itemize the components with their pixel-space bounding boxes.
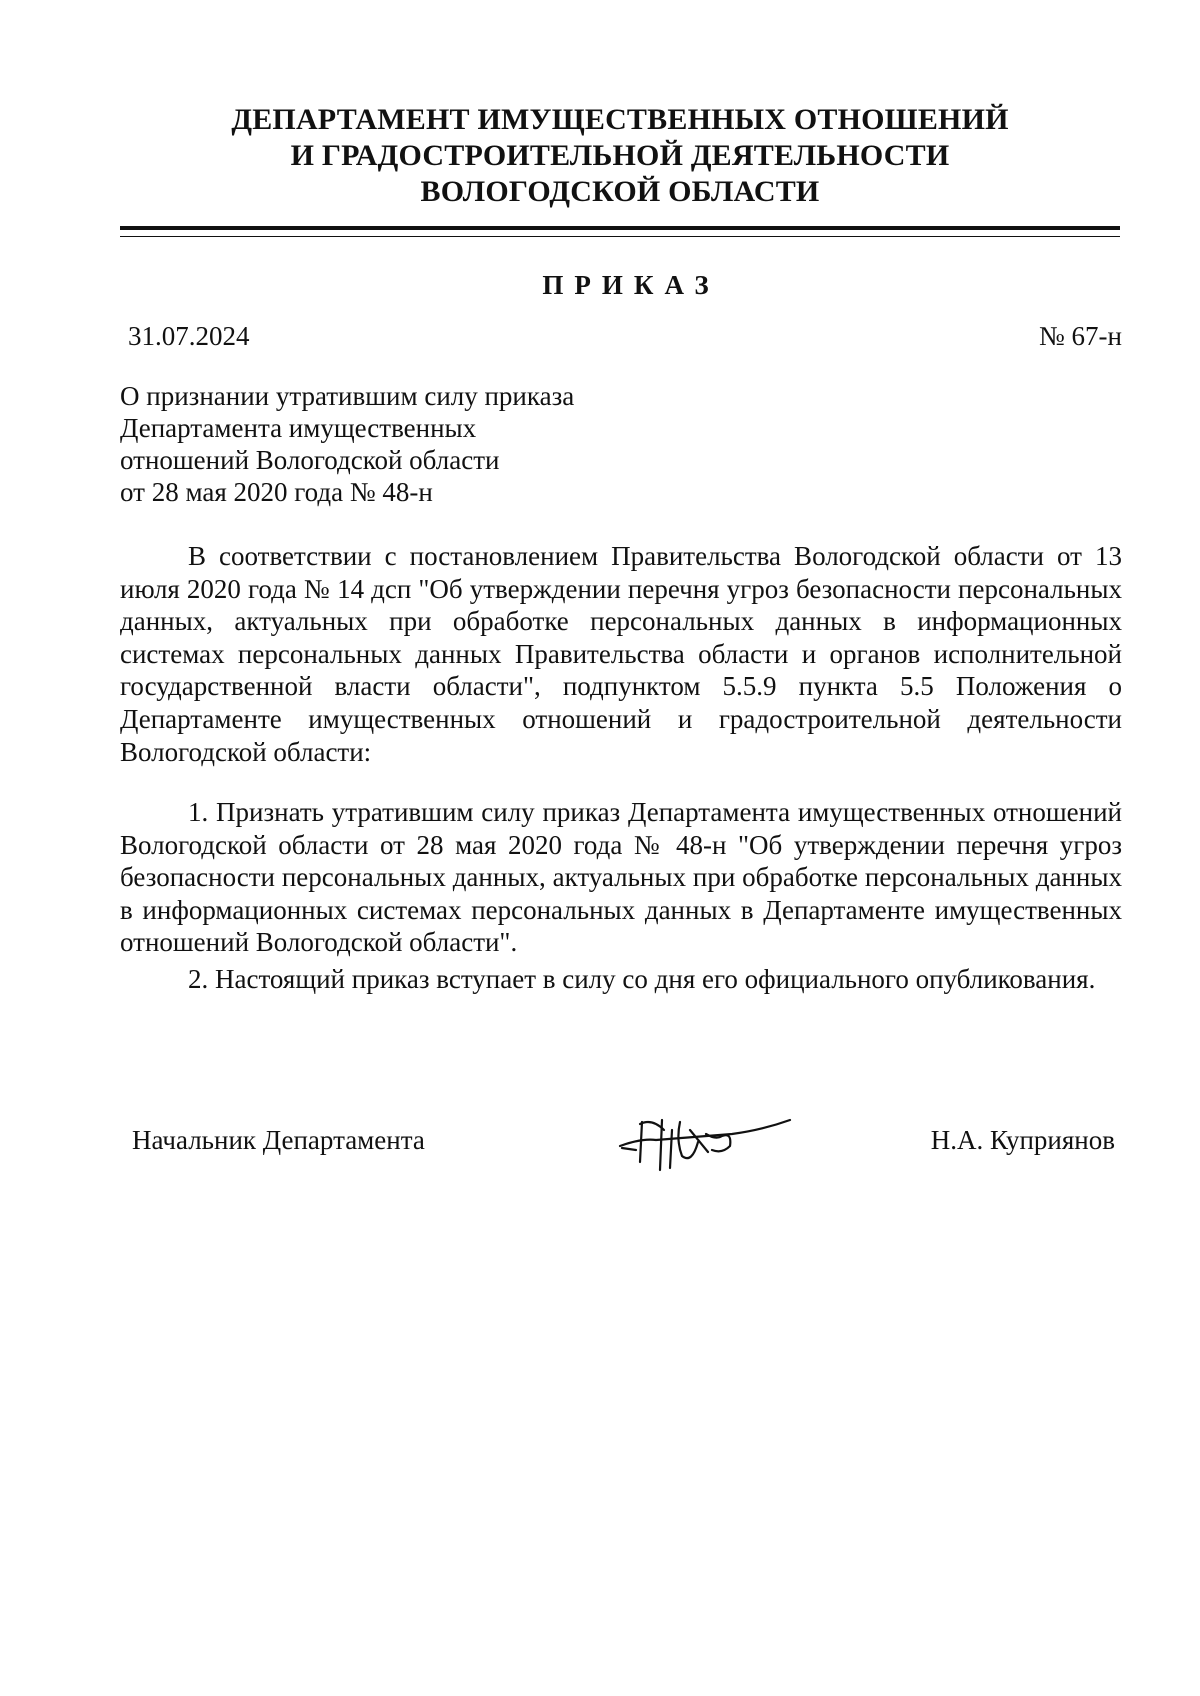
header-line-3: ВОЛОГОДСКОЙ ОБЛАСТИ: [420, 175, 820, 208]
handwritten-signature: [612, 1090, 792, 1190]
document-date: 31.07.2024: [128, 321, 250, 351]
header-line-2: И ГРАДОСТРОИТЕЛЬНОЙ ДЕЯТЕЛЬНОСТИ: [290, 139, 950, 172]
subject-line: О признании утратившим силу приказа: [120, 381, 575, 411]
order-item-2: 2. Настоящий приказ вступает в силу со дня его официального опубликования.: [188, 964, 1096, 994]
subject-line: Департамента имущественных: [120, 413, 477, 443]
header-divider-thick: [120, 226, 1120, 230]
subject-line: отношений Вологодской области: [120, 445, 500, 475]
header-divider-thin: [120, 236, 1120, 237]
document-subject: [120, 380, 574, 508]
document-title: ПРИКАЗ: [542, 270, 720, 300]
document-number: № 67-н: [1039, 321, 1122, 351]
header-line-1: ДЕПАРТАМЕНТ ИМУЩЕСТВЕННЫХ ОТНОШЕНИЙ: [231, 103, 1009, 136]
signatory-position: Начальник Департамента: [132, 1125, 425, 1155]
signatory-name: Н.А. Куприянов: [930, 1125, 1115, 1155]
department-header: [0, 102, 1200, 210]
preamble-paragraph: В соответствии с постановлением Правительства Вологодской области от 13 июля 2020 года № 14 дсп "Об утверждении перечня угроз безопасности персональных данных, актуальных при обработке персональных данных в информационных системах персональных данных Правительства области и органов исполнительной государственной власти области", подпунктом 5.5.9 пункта 5.5 Положения о Департаменте имущественных отношений и градостроительной деятельности Вологодской области:: [120, 541, 1122, 767]
order-item-1: 1. Признать утратившим силу приказ Департамента имущественных отношений Вологодской области от 28 мая 2020 года № 48-н "Об утверждении перечня угроз безопасности персональных данных, актуальных при обработке персональных данных в информационных системах персональных данных в Департаменте имущественных отношений Вологодской области".: [120, 797, 1122, 958]
subject-line: от 28 мая 2020 года № 48-н: [120, 477, 433, 507]
